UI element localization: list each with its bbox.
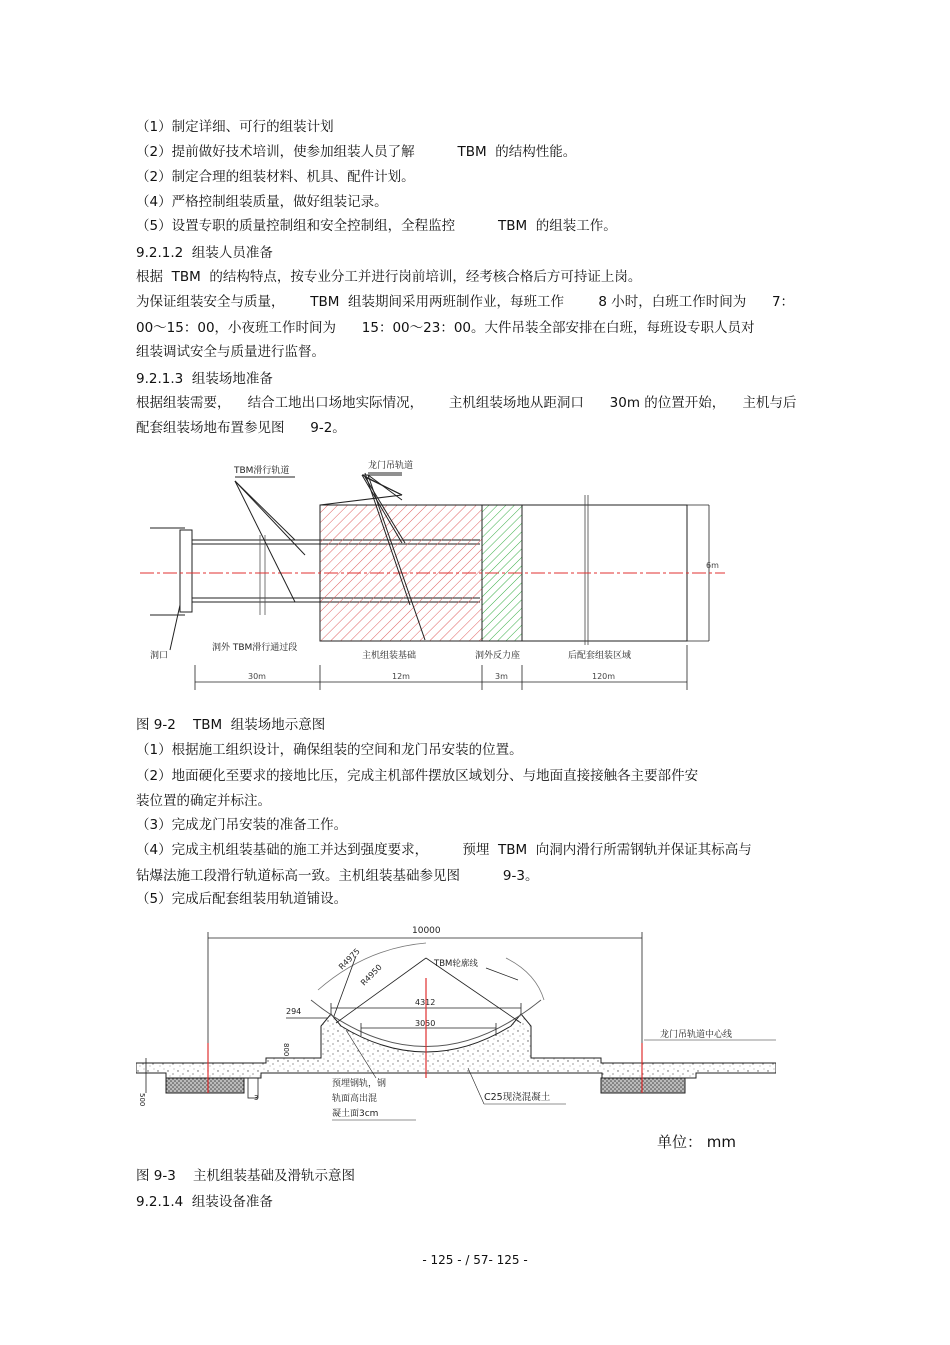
figure-9-2	[140, 455, 740, 700]
radius-r1: R4975	[337, 946, 362, 972]
label-outside-passage: 洞外 TBM滑行通过段	[212, 643, 298, 653]
list-item: （5）设置专职的质量控制组和安全控制组，全程监控 TBM 的组装工作。	[136, 218, 617, 234]
dim-294: 294	[286, 1007, 302, 1016]
tbm-outer-arc-right	[506, 958, 544, 1000]
unit-label: 单位： mm	[657, 1133, 736, 1151]
section-heading: 9.2.1.4 组装设备准备	[136, 1194, 273, 1210]
dim-800: 800	[282, 1043, 290, 1057]
right-crane-footing	[601, 1078, 685, 1093]
dim-3050: 3050	[415, 1019, 436, 1028]
list-item: （4）完成主机组装基础的施工并达到强度要求， 预埋 TBM 向洞内滑行所需钢轨并保证其标高与	[136, 842, 752, 858]
list-item: （2）提前做好技术培训，使参加组装人员了解 TBM 的结构性能。	[136, 144, 577, 160]
label-tbm-track: TBM滑行轨道	[234, 466, 290, 476]
figure-caption: 图 9-2 TBM 组装场地示意图	[136, 717, 326, 733]
paragraph-line: 为保证组装安全与质量， TBM 组装期间采用两班制作业，每班工作 8 小时，白班工作时间为 7：	[136, 294, 795, 310]
dim-10000: 10000	[412, 926, 441, 936]
list-item: （3）完成龙门吊安装的准备工作。	[136, 817, 348, 833]
list-item: （1）制定详细、可行的组装计划	[136, 119, 334, 135]
page-footer: - 125 - / 57- 125 -	[422, 1253, 528, 1267]
label-main-foundation: 主机组装基础	[362, 651, 417, 661]
list-item: （1）根据施工组织设计，确保组装的空间和龙门吊安装的位置。	[136, 742, 523, 758]
rail-note-1: 预埋钢轨，钢	[332, 1079, 387, 1089]
dim-500: 500	[138, 1093, 146, 1107]
dim-3m: 3m	[495, 672, 508, 681]
figure-9-3	[136, 918, 776, 1128]
portal-structure	[150, 528, 192, 615]
paragraph-line: 组装调试安全与质量进行监督。	[136, 344, 325, 360]
radius-r2: R4950	[359, 962, 384, 988]
paragraph-line: 配套组装场地布置参见图 9-2。	[136, 420, 346, 436]
rail-note-2: 轨面高出混	[332, 1094, 378, 1104]
dim-4312: 4312	[415, 998, 436, 1007]
section-heading: 9.2.1.3 组装场地准备	[136, 371, 273, 387]
label-gantry-track: 龙门吊轨道	[368, 461, 414, 471]
list-item: （2）制定合理的组装材料、机具、配件计划。	[136, 169, 415, 185]
label-tbm-outline: TBM轮廓线	[434, 959, 478, 969]
dim-12m: 12m	[392, 672, 410, 681]
concrete-foundation	[136, 1014, 776, 1078]
backup-area	[522, 495, 709, 645]
list-item: 钻爆法施工段滑行轨道标高一致。主机组装基础参见图 9-3。	[136, 868, 539, 884]
paragraph-line: 00～15：00，小夜班工作时间为 15：00～23：00。大件吊装全部安排在白班，每班设专职人员对	[136, 320, 755, 336]
label-portal: 洞口	[150, 651, 169, 661]
label-reaction-seat: 洞外反力座	[475, 651, 521, 661]
label-crane-center: 龙门吊轨道中心线	[660, 1030, 733, 1040]
label-concrete: C25现浇混凝土	[484, 1092, 551, 1103]
dim-3: 3	[254, 1094, 259, 1102]
width-mark: 6m	[706, 561, 719, 570]
left-crane-footing	[166, 1078, 244, 1093]
rail-note-3: 凝土面3cm	[332, 1109, 379, 1119]
dim-120m: 120m	[592, 672, 616, 681]
list-item: 装位置的确定并标注。	[136, 793, 271, 809]
tbm-outer-arc	[318, 943, 426, 990]
red-center-lines	[208, 978, 642, 1093]
list-item: （2）地面硬化至要求的接地比压，完成主机部件摆放区域划分、与地面直接接触各主要部件安	[136, 768, 699, 784]
list-item: （4）严格控制组装质量，做好组装记录。	[136, 194, 388, 210]
list-item: （5）完成后配套组装用轨道铺设。	[136, 891, 348, 907]
label-backup-area: 后配套组装区域	[568, 651, 632, 661]
dim-30m: 30m	[248, 672, 266, 681]
paragraph-line: 根据组装需要， 结合工地出口场地实际情况， 主机组装场地从距洞口 30m 的位置开始， 主机与后	[136, 395, 797, 411]
paragraph-line: 根据 TBM 的结构特点，按专业分工并进行岗前培训，经考核合格后方可持证上岗。	[136, 269, 642, 285]
figure-caption: 图 9-3 主机组装基础及滑轨示意图	[136, 1168, 356, 1184]
section-heading: 9.2.1.2 组装人员准备	[136, 245, 273, 261]
